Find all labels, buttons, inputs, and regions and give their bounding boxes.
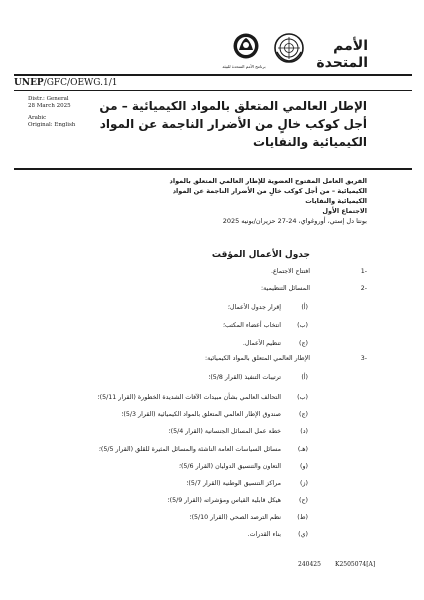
subitem-letter: (ط) bbox=[297, 514, 308, 521]
subitem-text: التعاون والتنسيق الدوليان (القرار 5/6)؛ bbox=[178, 463, 281, 470]
agenda-subitem bbox=[0, 497, 424, 507]
distribution-status: Distr.: General bbox=[28, 96, 69, 102]
language-arabic: Arabic bbox=[28, 115, 47, 121]
agenda-subitem bbox=[0, 531, 424, 541]
title-rule bbox=[14, 168, 412, 170]
subitem-text: نظم الترصد الصحي (القرار 5/10)؛ bbox=[189, 514, 281, 521]
item-text: افتتاح الاجتماع. bbox=[271, 268, 310, 275]
original-language: Original: English bbox=[28, 122, 76, 128]
agenda-subitem bbox=[0, 304, 424, 314]
language-info bbox=[28, 115, 75, 129]
agenda-subitem bbox=[0, 446, 424, 456]
agenda-subitem bbox=[0, 374, 424, 384]
agenda-heading: جدول الأعمال المؤقت bbox=[211, 250, 310, 260]
subitem-letter: (ب) bbox=[297, 322, 308, 329]
document-title: الإطار العالمي المتعلق بالمواد الكيميائية – من أجل كوكب خالٍ من الأضرار الناجمة عن المواد الكيميائية والنفايات bbox=[99, 99, 367, 149]
item-text: الإطار العالمي المتعلق بالمواد الكيميائية: bbox=[204, 355, 310, 362]
venue-date: بونتا دل إستي، أوروغواي، 24-27 حزيران/يونيه 2025 bbox=[222, 217, 367, 225]
unep-emblem-icon bbox=[232, 32, 260, 60]
subitem-letter: (ح) bbox=[299, 497, 308, 504]
agenda-item bbox=[0, 285, 424, 295]
agenda-item bbox=[0, 355, 424, 365]
unep-caption: برنامج الأمم المتحدة للبيئة bbox=[222, 64, 266, 69]
subitem-text: التحالف العالمي بشأن مبيدات الآفات الشديدة الخطورة (القرار 5/11)؛ bbox=[97, 394, 281, 401]
issue-date: 28 March 2025 bbox=[28, 103, 71, 109]
subitem-text: هيكل قابلية القياس ومؤشراته (القرار 5/9)؛ bbox=[167, 497, 281, 504]
subitem-letter: (ج) bbox=[299, 340, 308, 347]
item-number: 2- bbox=[360, 285, 367, 292]
subitem-text: بناء القدرات. bbox=[247, 531, 281, 538]
subitem-text: إقرار جدول الأعمال؛ bbox=[227, 304, 281, 311]
document-code: K2505074[A] bbox=[335, 561, 376, 568]
symbol-rule bbox=[14, 90, 412, 91]
meeting-name: الاجتماع الأول bbox=[322, 207, 367, 215]
subitem-letter: (د) bbox=[300, 428, 308, 435]
document-symbol: UNEP/GFC/OEWG.1/1 bbox=[14, 78, 118, 88]
agenda-subitem bbox=[0, 411, 424, 421]
agenda-subitem bbox=[0, 394, 424, 404]
agenda-subitem bbox=[0, 480, 424, 490]
subitem-text: مراكز التنسيق الوطنية (القرار 5/7)؛ bbox=[186, 480, 281, 487]
subitem-text: صندوق الإطار العالمي المتعلق بالمواد الكيميائية (القرار 5/3)؛ bbox=[121, 411, 281, 418]
item-number: 3- bbox=[360, 355, 367, 362]
agenda-subitem bbox=[0, 463, 424, 473]
agenda-subitem bbox=[0, 340, 424, 350]
agenda-subitem bbox=[0, 514, 424, 524]
item-number: 1- bbox=[360, 268, 367, 275]
subitem-letter: (أ) bbox=[301, 374, 308, 381]
header-rule bbox=[14, 74, 412, 76]
agenda-subitem bbox=[0, 322, 424, 332]
un-emblem-icon bbox=[273, 32, 305, 64]
subitem-letter: (هـ) bbox=[297, 446, 308, 453]
subitem-letter: (ج) bbox=[299, 411, 308, 418]
subitem-letter: (ز) bbox=[300, 480, 308, 487]
subitem-text: تنظيم الأعمال. bbox=[242, 340, 281, 347]
subitem-text: مسائل السياسات العامة الناشئة والمسائل المثيرة للقلق (القرار 5/5)؛ bbox=[98, 446, 281, 453]
body-name: الفريق العامل المفتوح العضوية للإطار العالمي المتعلق بالمواد الكيميائية – من أجل كوكب خالٍ من الأضرار الناجمة عن المواد الكيميائية والنفايات bbox=[169, 177, 367, 205]
organization-name: الأمم المتحدة bbox=[316, 38, 368, 71]
subitem-letter: (ب) bbox=[297, 394, 308, 401]
subitem-text: خطة عمل المسائل الجنسانية (القرار 5/4)؛ bbox=[168, 428, 281, 435]
subitem-letter: (ي) bbox=[298, 531, 308, 538]
subitem-letter: (أ) bbox=[301, 304, 308, 311]
subitem-text: انتخاب أعضاء المكتب؛ bbox=[222, 322, 281, 329]
distribution-info bbox=[28, 96, 71, 110]
session-block bbox=[167, 176, 367, 226]
job-number: 240425 bbox=[298, 561, 321, 568]
agenda-item bbox=[0, 268, 424, 278]
subitem-letter: (و) bbox=[300, 463, 308, 470]
agenda-subitem bbox=[0, 428, 424, 438]
subitem-text: ترتيبات التنفيذ (القرار 5/8)؛ bbox=[208, 374, 281, 381]
item-text: المسائل التنظيمية: bbox=[261, 285, 310, 292]
